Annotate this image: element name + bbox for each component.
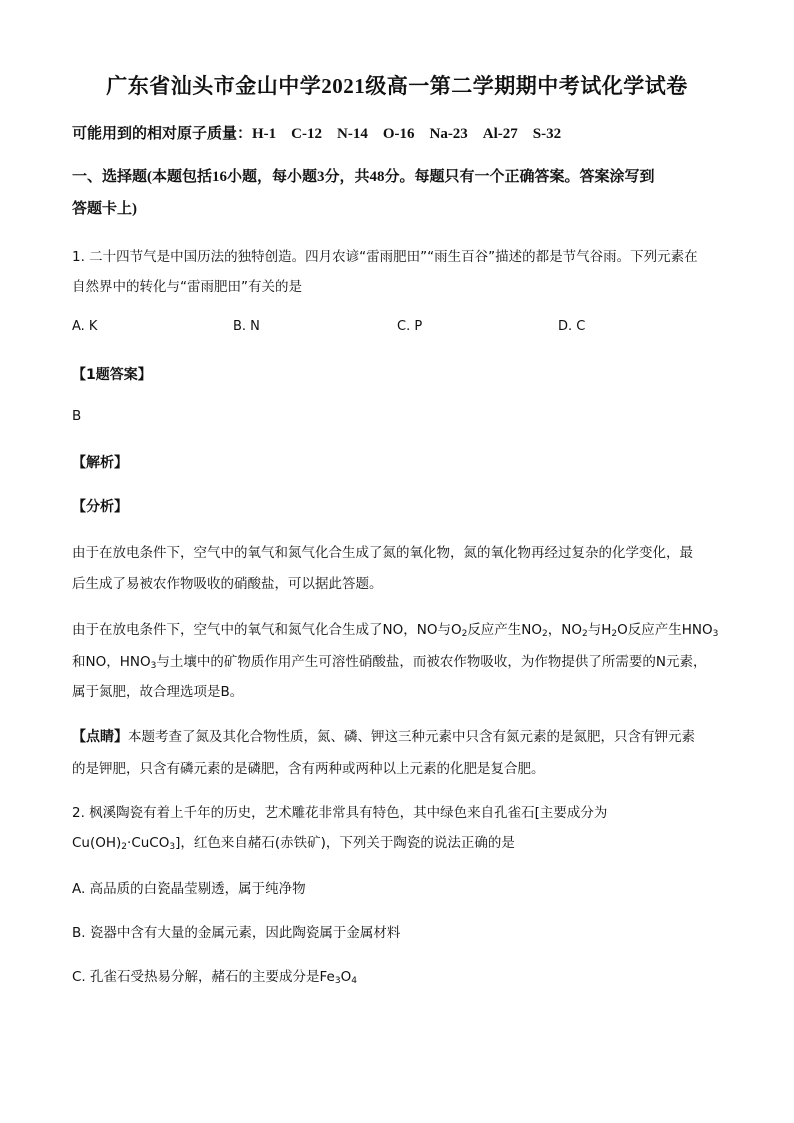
q1-fenxi-line1: 由于在放电条件下，空气中的氧气和氮气化合生成了氮的氧化物，氮的氧化物再经过复杂的化学变化，最 bbox=[72, 545, 693, 561]
q1-option-b: B. N bbox=[233, 319, 260, 334]
q1-stem-line2: 自然界中的转化与“雷雨肥田”有关的是 bbox=[72, 279, 302, 295]
q1-fenxi-tag: 【分析】 bbox=[72, 499, 128, 515]
q1-option-a: A. K bbox=[72, 319, 98, 334]
q1-analysis-tag: 【解析】 bbox=[72, 455, 128, 471]
q1-comment-tag: 【点睛】 bbox=[72, 729, 128, 745]
q1-detail-line2: 和NO，$HNO_3$与土壤中的矿物质作用产生可溶性硝酸盐，而被农作物吸收，为作物提供了所需要的N元素， bbox=[72, 654, 707, 671]
exam-title: 广东省汕头市金山中学2021级高一第二学期期中考试化学试卷 bbox=[106, 74, 688, 98]
atomic-masses: 可能用到的相对原子质量：H-1 C-12 N-14 O-16 Na-23 Al-27 S-32 bbox=[72, 126, 562, 142]
q2-option-c: C. 孔雀石受热易分解，赭石的主要成分是$Fe_3O_4$ bbox=[72, 969, 357, 986]
q1-answer: B bbox=[72, 408, 82, 424]
q1-option-d: D. C bbox=[558, 319, 586, 334]
q1-detail-line1: 由于在放电条件下，空气中的氧气和氮气化合生成了NO，NO与$O_2$反应产生$NO_2$，$NO_2$与$H_2O$反应产生$HNO_3$ bbox=[72, 622, 719, 639]
section-heading-line1: 一、选择题(本题包括16小题，每小题3分，共48分。每题只有一个正确答案。答案涂写到 bbox=[72, 169, 655, 185]
q2-stem-line2: $Cu(OH)_2\cdot CuCO_3$]，红色来自赭石(赤铁矿)，下列关于陶瓷的说法正确的是 bbox=[72, 835, 515, 852]
q1-comment-line2: 的是钾肥，只含有磷元素的是磷肥，含有两种或两种以上元素的化肥是复合肥。 bbox=[72, 761, 545, 777]
q1-fenxi-line2: 后生成了易被农作物吸收的硝酸盐，可以据此答题。 bbox=[72, 576, 383, 592]
q1-stem-line1: 1. 二十四节气是中国历法的独特创造。四月农谚“雷雨肥田”“雨生百谷”描述的都是节气谷雨。下列元素在 bbox=[72, 249, 698, 265]
q1-comment-line1: 【点睛】本题考查了氮及其化合物性质，氮、磷、钾这三种元素中只含有氮元素的是氮肥，只含有钾元素 bbox=[72, 729, 695, 745]
q1-option-c: C. P bbox=[397, 319, 423, 334]
q2-option-a: A. 高品质的白瓷晶莹剔透，属于纯净物 bbox=[72, 881, 306, 897]
q1-answer-tag: 【1题答案】 bbox=[72, 367, 152, 383]
q2-option-b: B. 瓷器中含有大量的金属元素，因此陶瓷属于金属材料 bbox=[72, 925, 401, 941]
section-heading-line2: 答题卡上) bbox=[72, 201, 137, 217]
q1-detail-line3: 属于氮肥，故合理选项是B。 bbox=[72, 684, 244, 700]
q2-stem-line1: 2. 枫溪陶瓷有着上千年的历史，艺术雕花非常具有特色，其中绿色来自孔雀石[主要成分为 bbox=[72, 805, 608, 821]
